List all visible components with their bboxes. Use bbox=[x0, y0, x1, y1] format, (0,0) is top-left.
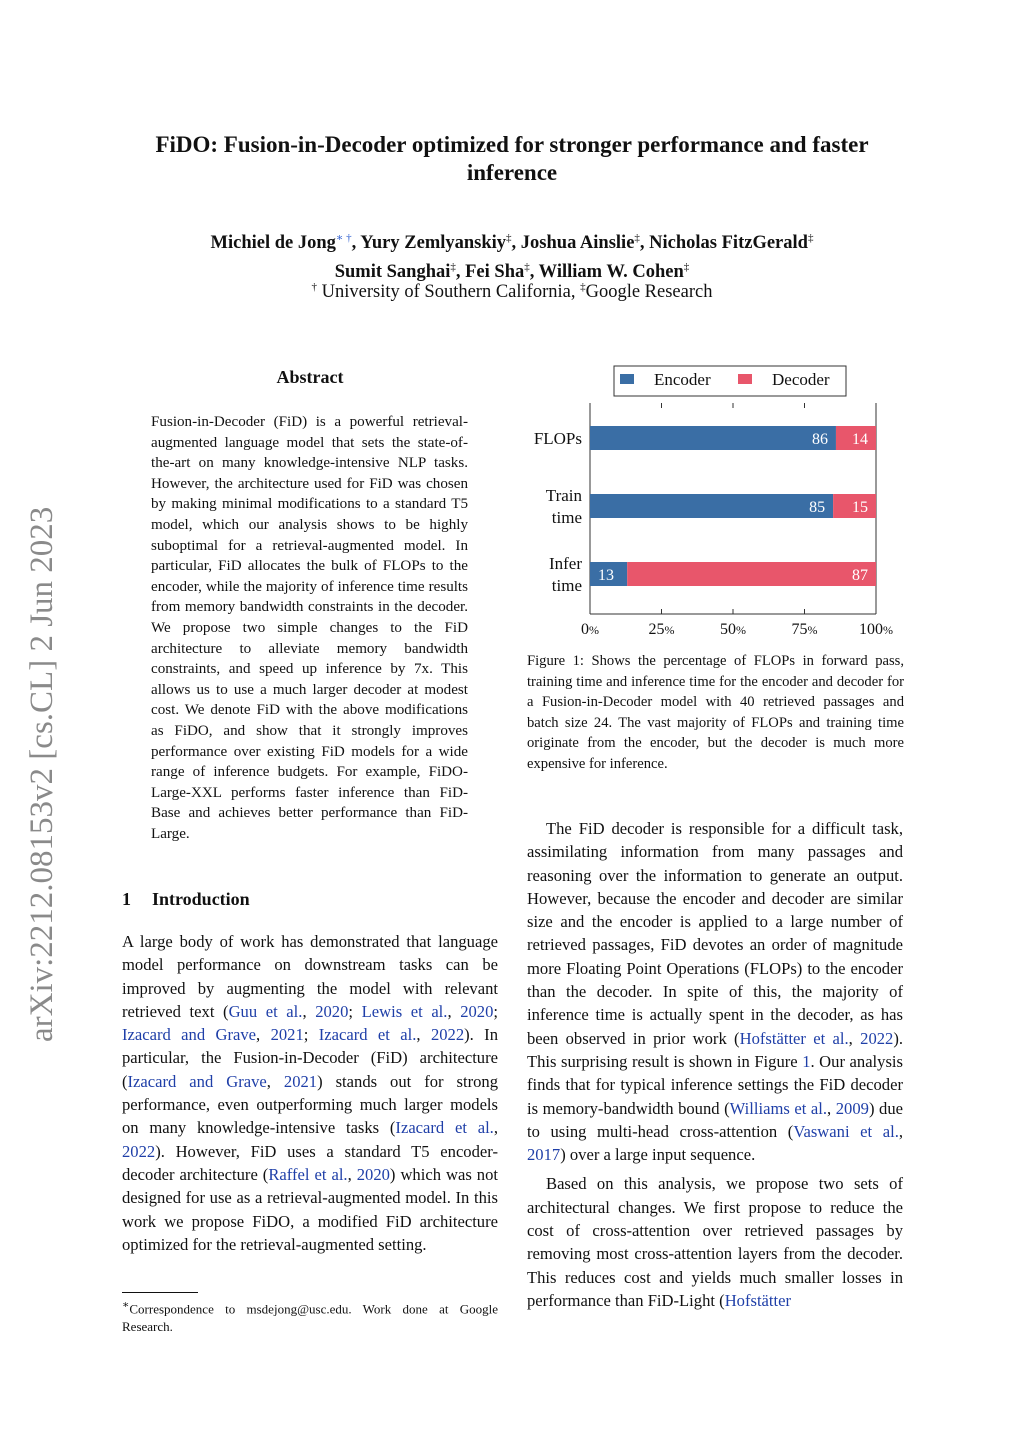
author-mark: ‡ bbox=[450, 261, 456, 274]
x-tick-value: 100 bbox=[859, 621, 883, 638]
text-run: , bbox=[827, 1098, 836, 1118]
author-name: William W. Cohen bbox=[538, 262, 684, 283]
affiliation-usc: University of Southern California, bbox=[321, 282, 576, 303]
affiliations bbox=[100, 275, 924, 304]
text-run: , bbox=[256, 1025, 271, 1045]
affiliation-mark: † bbox=[311, 281, 318, 293]
citation-link[interactable]: Izacard and Grave bbox=[127, 1071, 267, 1091]
text-run: ) stands out for strong performance, even outperforming much larger models on many knowledge-intensive tasks ( bbox=[122, 1071, 499, 1138]
legend-swatch-encoder bbox=[620, 374, 634, 384]
bar-value-label: 85 bbox=[809, 499, 826, 516]
intro-body bbox=[122, 930, 498, 1256]
citation-link[interactable]: Williams et al. bbox=[729, 1098, 828, 1118]
legend-label-decoder: Decoder bbox=[772, 370, 830, 389]
text-run: , bbox=[848, 1028, 861, 1048]
x-tick-unit: % bbox=[664, 623, 675, 637]
x-tick-unit: % bbox=[736, 623, 746, 637]
citation-link[interactable]: 2020 bbox=[356, 1164, 390, 1184]
text-run: ). This surprising result is shown in Figure bbox=[527, 1028, 904, 1071]
citation-link[interactable]: 2009 bbox=[835, 1098, 869, 1118]
x-tick-value: 50 bbox=[720, 621, 736, 638]
citation-link[interactable]: Guu et al. bbox=[228, 1001, 303, 1021]
bar-value-label: 86 bbox=[811, 431, 828, 448]
category-label: time bbox=[551, 508, 582, 527]
category-label: FLOPs bbox=[533, 429, 582, 448]
category-label: Infer bbox=[548, 554, 582, 573]
citation-link[interactable]: 2022 bbox=[122, 1141, 156, 1161]
right-column-body bbox=[527, 817, 903, 1318]
author-separator: , bbox=[455, 262, 466, 283]
right-paragraph-2 bbox=[527, 1172, 903, 1312]
citation-link[interactable]: 1 bbox=[802, 1051, 811, 1071]
author-mark: ‡ bbox=[506, 232, 512, 244]
footnote bbox=[122, 1296, 498, 1336]
x-tick-value: 75 bbox=[791, 621, 808, 638]
author-name: Michiel de Jong bbox=[210, 233, 336, 254]
section-heading-introduction bbox=[122, 889, 502, 910]
bar-decoder bbox=[627, 562, 876, 586]
abstract-text: Fusion-in-Decoder (FiD) is a powerful retrieval-augmented language model that sets the state-of-the-art on many knowledge-intensive NLP tasks. However, the architecture used for FiD was chosen by making minimal modifications to a standard T5 model, which our analysis shows to be highly suboptimal for a retrieval-augmented model. In particular, FiD allocates the bulk of FLOPs to the encoder, while the majority of inference time results from memory bandwidth constraints in the decoder. We propose two simple changes to the FiD architecture to alleviate memory bandwidth constraints, and speed up inference by 7x. This allows us to use a much larger decoder at modest cost. We denote FiD with the above modifications as FiDO, and show that it strongly improves performance over existing FiD models for a wide range of inference budgets. For example, FiDO-Large-XXL performs faster inference than FiD-Base and achieves better performance than FiD-Large. bbox=[151, 414, 468, 842]
author-mark: ‡ bbox=[634, 232, 640, 244]
text-run: , bbox=[447, 1001, 461, 1021]
arxiv-identifier: arXiv:2212.08153v2 [cs.CL] 2 Jun 2023 bbox=[24, 506, 60, 1042]
citation-link[interactable]: Izacard et al. bbox=[395, 1118, 494, 1138]
text-run: ; bbox=[493, 1001, 499, 1021]
category-label: Train bbox=[545, 486, 582, 505]
author-name: Nicholas FitzGerald bbox=[649, 233, 808, 254]
author-name: Sumit Sanghai bbox=[334, 262, 451, 283]
text-run: , bbox=[416, 1025, 431, 1045]
author-separator: , bbox=[351, 233, 361, 254]
category-label: time bbox=[551, 576, 582, 595]
citation-link[interactable]: 2021 bbox=[283, 1071, 318, 1091]
text-run: ) which was not designed for use as a retrieval-augmented model. In this work we propose FiDO, a modified FiD architecture optimized for the retrieval-augmented setting. bbox=[122, 1164, 498, 1254]
figure-1-caption: Figure 1: Shows the percentage of FLOPs in forward pass, training time and inference time for the encoder and decoder for a Fusion-in-Decoder model with 40 retrieved passages and batch size 24. The vast majority of FLOPs and training time originate from the encoder, but the decoder is much more expensive for inference. bbox=[527, 653, 904, 772]
citation-link[interactable]: Hofstätter et al. bbox=[739, 1028, 849, 1048]
author-mark: ‡ bbox=[683, 261, 690, 274]
bar-encoder bbox=[590, 426, 836, 450]
x-tick-label bbox=[859, 621, 893, 638]
legend-swatch-decoder bbox=[738, 374, 752, 384]
text-run: The FiD decoder is responsible for a difficult task, assimilating information from many passages and reasoning over the information to generate an output. However, because the encoder and decoder are similar size and the encoder is applied to a large number of retrieved passages, FiD devotes an order of magnitude more Floating Point Operations (FLOPs) to the encoder than the decoder. In spite of this, the majority of inference time is actually spent in the decoder, as has been observed in prior work ( bbox=[527, 819, 903, 1048]
text-run: ) due to using multi-head cross-attention ( bbox=[527, 1098, 903, 1141]
x-tick-unit: % bbox=[883, 623, 893, 637]
footnote-rule bbox=[122, 1292, 198, 1293]
citation-link[interactable]: Vaswani et al. bbox=[793, 1121, 899, 1141]
intro-paragraph bbox=[122, 930, 498, 1256]
text-run: A large body of work has demonstrated that language model performance on downstream tasks can be improved by augmenting the model with relevant retrieved text ( bbox=[122, 932, 498, 1021]
author-line-1 bbox=[100, 226, 924, 255]
text-run: ; bbox=[348, 1001, 362, 1021]
citation-link[interactable]: 2022 bbox=[430, 1025, 465, 1045]
text-run: ). In particular, the Fusion-in-Decoder (FiD) architecture ( bbox=[122, 1025, 498, 1091]
text-run: , bbox=[493, 1118, 498, 1138]
bar-encoder bbox=[590, 494, 833, 518]
bar-value-label: 87 bbox=[852, 567, 868, 584]
text-run: ) over a large input sequence. bbox=[560, 1145, 756, 1165]
affiliation-google: Google Research bbox=[585, 282, 713, 303]
text-run: , bbox=[302, 1001, 316, 1021]
bar-value-label: 14 bbox=[852, 431, 868, 448]
title-line-2: inference bbox=[466, 160, 558, 185]
title-line-1: FiDO: Fusion-in-Decoder optimized for stronger performance and faster bbox=[155, 132, 869, 157]
text-run: . Our analysis finds that for typical inference settings the FiD decoder is memory-bandwidth bound ( bbox=[527, 1051, 903, 1118]
x-tick-value: 0 bbox=[581, 621, 589, 638]
author-mark: ∗ † bbox=[335, 232, 352, 244]
x-tick-label bbox=[581, 621, 599, 638]
author-separator: , bbox=[511, 233, 521, 254]
x-tick-unit: % bbox=[589, 623, 599, 637]
author-name: Yury Zemlyanskiy bbox=[360, 233, 507, 254]
x-tick-value: 25 bbox=[648, 621, 665, 638]
citation-link[interactable]: Raffel et al. bbox=[268, 1164, 348, 1184]
author-separator: , bbox=[639, 233, 650, 254]
text-run: , bbox=[266, 1071, 284, 1091]
citation-link[interactable]: 2017 bbox=[527, 1145, 561, 1165]
citation-link[interactable]: Izacard et al. bbox=[318, 1025, 417, 1045]
citation-link[interactable]: 2022 bbox=[860, 1028, 894, 1048]
citation-link[interactable]: Lewis et al. bbox=[361, 1001, 448, 1021]
figure-1-chart bbox=[520, 360, 920, 640]
footnote-text: Correspondence to msdejong@usc.edu. Work done at Google Research. bbox=[122, 1301, 498, 1335]
text-run: , bbox=[898, 1121, 904, 1141]
author-mark: ‡ bbox=[524, 261, 530, 274]
legend-label-encoder: Encoder bbox=[654, 370, 711, 389]
bar-value-label: 15 bbox=[852, 499, 868, 516]
text-run: Based on this analysis, we propose two sets of architectural changes. We first propose to reduce the cost of cross-attention over retrieved passages by removing most cross-attention layers from the decoder. This reduces cost and yields much smaller losses in performance than FiD-Light ( bbox=[527, 1174, 903, 1310]
citation-link[interactable]: 2020 bbox=[315, 1001, 349, 1021]
author-mark: ‡ bbox=[807, 232, 814, 244]
citation-link[interactable]: Hofstätter bbox=[724, 1290, 792, 1310]
author-separator: , bbox=[529, 262, 539, 283]
citation-link[interactable]: Izacard and Grave bbox=[122, 1025, 257, 1045]
affiliation-mark: ‡ bbox=[580, 281, 586, 293]
paper-title bbox=[100, 131, 924, 187]
right-paragraph-1 bbox=[527, 817, 903, 1166]
x-tick-unit: % bbox=[807, 623, 818, 637]
text-run: ). However, FiD uses a standard T5 encoder-decoder architecture ( bbox=[122, 1141, 498, 1184]
x-tick-label bbox=[720, 621, 746, 638]
footnote-mark: ∗ bbox=[122, 1299, 130, 1311]
citation-link[interactable]: 2020 bbox=[460, 1001, 494, 1021]
abstract-heading: Abstract bbox=[276, 367, 344, 387]
section-title: Introduction bbox=[152, 889, 250, 909]
x-tick-label bbox=[792, 621, 818, 638]
text-run: , bbox=[347, 1164, 357, 1184]
citation-link[interactable]: 2021 bbox=[270, 1025, 304, 1045]
section-number: 1 bbox=[122, 889, 131, 909]
x-tick-label bbox=[649, 621, 675, 638]
bar-value-label: 13 bbox=[598, 567, 614, 584]
text-run: ; bbox=[303, 1025, 319, 1045]
author-name: Joshua Ainslie bbox=[520, 233, 635, 254]
author-name: Fei Sha bbox=[465, 262, 525, 283]
